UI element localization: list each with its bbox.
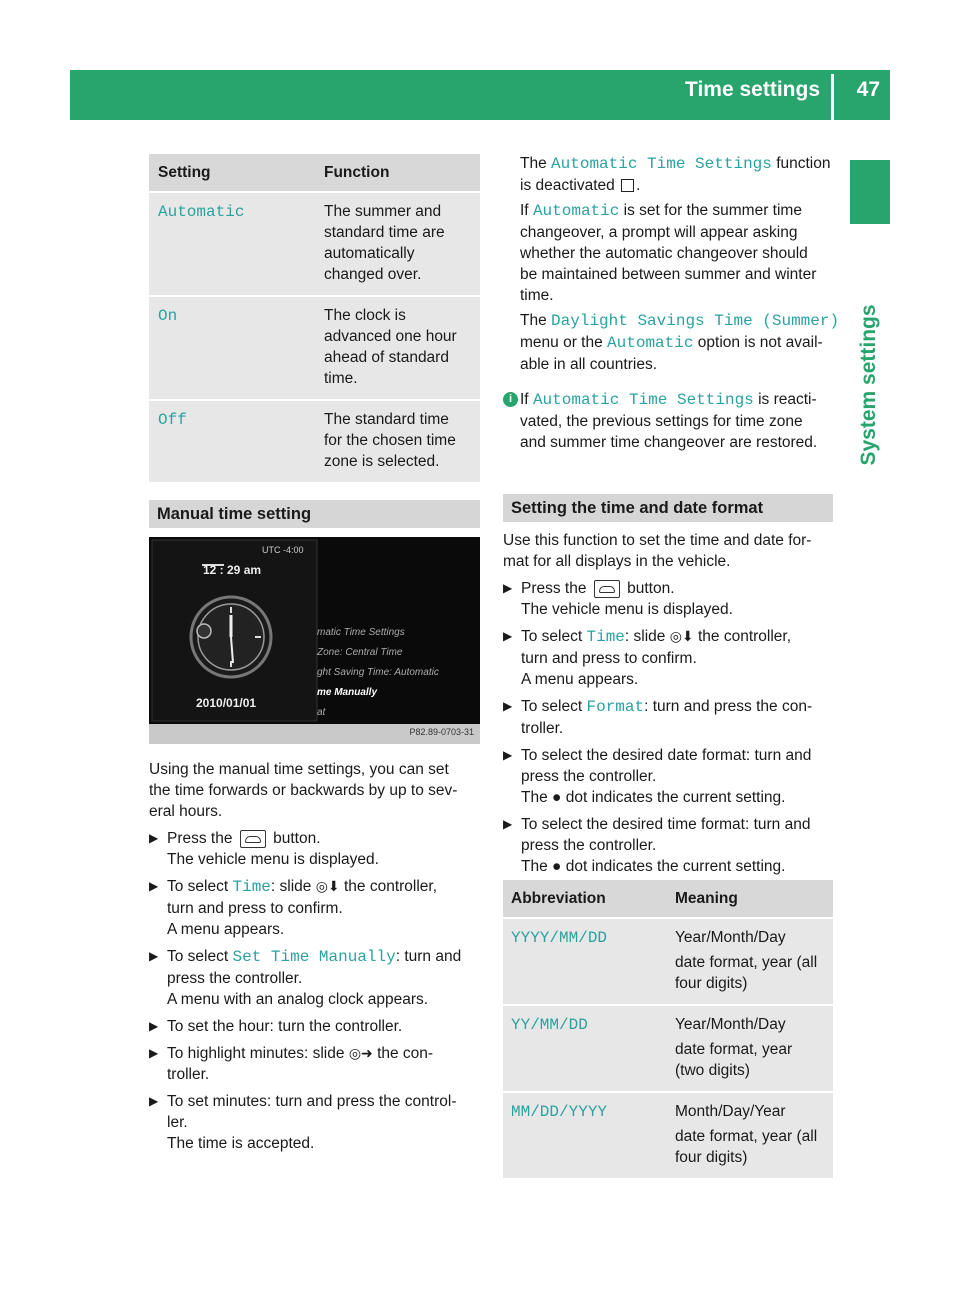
controller-slide-down-icon: ◎⬇ bbox=[669, 628, 694, 644]
menu-item-automatic-time-settings: Automatic Time Settings bbox=[532, 391, 754, 409]
step-result: A menu appears. bbox=[167, 921, 285, 938]
col-header-setting: Setting bbox=[149, 154, 316, 192]
note-text: If bbox=[520, 202, 529, 219]
step-arrow-icon: ▶ bbox=[149, 949, 159, 963]
meaning-text: date format, year bbox=[675, 1041, 793, 1058]
step-result: A menu appears. bbox=[521, 671, 639, 688]
setting-value: Off bbox=[158, 411, 187, 429]
function-line: The summer and bbox=[324, 203, 442, 220]
step-text: To select bbox=[167, 948, 229, 965]
step-text: turn and press to confirm. bbox=[167, 900, 343, 917]
step-arrow-icon: ▶ bbox=[503, 699, 513, 713]
function-line: zone is selected. bbox=[324, 453, 440, 470]
intro-line: Use this function to set the time and date for- bbox=[503, 532, 812, 549]
step bbox=[503, 745, 843, 808]
step-text: To set minutes: turn and press the control- bbox=[167, 1093, 457, 1110]
step bbox=[149, 828, 484, 870]
meaning-text: Month/Day/Year bbox=[675, 1103, 786, 1120]
step-result: The bbox=[521, 858, 548, 875]
step-text: button. bbox=[273, 830, 321, 847]
step-text: press the controller. bbox=[167, 970, 303, 987]
meaning-text: four digits) bbox=[675, 975, 748, 992]
screen-illustration bbox=[149, 537, 480, 744]
abbreviation-value: YY/MM/DD bbox=[511, 1016, 588, 1034]
header-title: Time settings bbox=[685, 78, 820, 101]
note-text: The bbox=[520, 312, 547, 329]
function-line: The clock is bbox=[324, 307, 406, 324]
step-arrow-icon: ▶ bbox=[503, 817, 513, 831]
step bbox=[503, 578, 843, 620]
step-result: dot indicates the current setting. bbox=[565, 858, 786, 875]
function-line: The standard time bbox=[324, 411, 449, 428]
note-text: is set for the summer time bbox=[623, 202, 802, 219]
step-result: The vehicle menu is displayed. bbox=[167, 851, 379, 868]
step-text: To select the desired time format: turn and bbox=[521, 816, 811, 833]
step-result: dot indicates the current setting. bbox=[565, 789, 786, 806]
step-text: the con- bbox=[377, 1045, 434, 1062]
step-text: the controller, bbox=[343, 878, 438, 895]
step-arrow-icon: ▶ bbox=[503, 581, 513, 595]
note-text: function bbox=[776, 155, 831, 172]
col-header-function: Function bbox=[316, 154, 480, 192]
menu-item-daylight-savings: Daylight Savings Time (Summer) bbox=[551, 312, 840, 330]
function-line: advanced one hour bbox=[324, 328, 457, 345]
note-text: changeover, a prompt will appear asking bbox=[520, 224, 798, 241]
note-text: menu or the bbox=[520, 334, 603, 351]
table-row bbox=[149, 192, 480, 296]
intro-line: eral hours. bbox=[149, 803, 223, 820]
step-text: To select bbox=[521, 628, 583, 645]
note-text: be maintained between summer and winter bbox=[520, 266, 817, 283]
step-text: To select bbox=[167, 878, 229, 895]
table-row bbox=[503, 1092, 833, 1178]
step bbox=[149, 1016, 484, 1037]
function-line: standard time are bbox=[324, 224, 445, 241]
step bbox=[149, 1091, 484, 1154]
note-text: able in all countries. bbox=[520, 356, 657, 373]
section-title-manual-time: Manual time setting bbox=[149, 500, 480, 528]
step-arrow-icon: ▶ bbox=[149, 1046, 159, 1060]
screen-menu-item: matic Time Settings bbox=[317, 627, 405, 638]
setting-value: Automatic bbox=[158, 203, 245, 221]
side-section-label: System settings bbox=[857, 304, 880, 466]
abbreviation-value: YYYY/MM/DD bbox=[511, 929, 608, 947]
info-text: is reacti- bbox=[758, 391, 817, 408]
function-line: changed over. bbox=[324, 266, 422, 283]
col-header-abbreviation: Abbreviation bbox=[503, 880, 667, 918]
controller-slide-right-icon: ◎➜ bbox=[348, 1045, 373, 1061]
step-text: button. bbox=[627, 580, 675, 597]
step bbox=[149, 1043, 484, 1085]
screen-time: 12 : 29 am bbox=[203, 563, 262, 577]
setting-function-table bbox=[149, 154, 480, 482]
menu-item-set-time-manually: Set Time Manually bbox=[232, 948, 396, 966]
step-text: : slide bbox=[624, 628, 666, 645]
screen-menu-item: at bbox=[317, 707, 326, 718]
vehicle-button-icon bbox=[240, 830, 266, 848]
utc-label: UTC -4:00 bbox=[262, 545, 304, 555]
step-text: : turn and bbox=[395, 948, 462, 965]
step-text: ler. bbox=[167, 1114, 188, 1131]
setting-value: On bbox=[158, 307, 178, 325]
step-text: Press the bbox=[521, 580, 587, 597]
info-icon: i bbox=[503, 392, 518, 407]
info-note bbox=[503, 389, 843, 453]
intro-line: Using the manual time settings, you can set bbox=[149, 761, 449, 778]
note-text: is deactivated bbox=[520, 177, 615, 194]
step-text: : turn and press the con- bbox=[644, 698, 813, 715]
function-line: automatically bbox=[324, 245, 415, 262]
step-text: troller. bbox=[167, 1066, 210, 1083]
step-text: press the controller. bbox=[521, 768, 657, 785]
step-arrow-icon: ▶ bbox=[503, 629, 513, 643]
figure-code: P82.89-0703-31 bbox=[409, 727, 474, 737]
col-header-meaning: Meaning bbox=[667, 880, 833, 918]
screen-menu-item: Zone: Central Time bbox=[317, 647, 403, 658]
step-arrow-icon: ▶ bbox=[149, 831, 159, 845]
info-text: vated, the previous settings for time zone bbox=[520, 413, 803, 430]
step bbox=[503, 814, 843, 877]
automatic-notes: The Automatic Time Settings function is deactivated . If Automatic is set for the summer time changeover, a prompt will appear asking whether the automatic changeover should be maintained between summer and winter time. The Daylight Savings Time (Summer) menu or the Automatic option is not avail- able in all countries. bbox=[520, 155, 840, 373]
menu-item-automatic: Automatic bbox=[607, 334, 694, 352]
table-row bbox=[503, 1005, 833, 1092]
step-text: To highlight minutes: slide bbox=[167, 1045, 345, 1062]
section-title-time-date-format: Setting the time and date format bbox=[503, 494, 833, 522]
header-divider bbox=[831, 74, 834, 120]
intro-line: mat for all displays in the vehicle. bbox=[503, 553, 731, 570]
intro-line: the time forwards or backwards by up to sev- bbox=[149, 782, 458, 799]
step-text: troller. bbox=[521, 720, 564, 737]
table-row bbox=[149, 296, 480, 400]
step-text: the controller, bbox=[697, 628, 792, 645]
note-text: time. bbox=[520, 287, 554, 304]
screen-date: 2010/01/01 bbox=[196, 696, 257, 710]
menu-item-time: Time bbox=[586, 628, 625, 646]
function-line: time. bbox=[324, 370, 358, 387]
note-text: option is not avail- bbox=[697, 334, 823, 351]
note-text: The bbox=[520, 155, 547, 172]
menu-item-automatic-time-settings: Automatic Time Settings bbox=[551, 155, 772, 173]
step bbox=[149, 946, 484, 1010]
abbreviation-value: MM/DD/YYYY bbox=[511, 1103, 608, 1121]
header-bar bbox=[70, 70, 890, 120]
format-body bbox=[503, 530, 843, 883]
function-line: for the chosen time bbox=[324, 432, 456, 449]
step-text: press the controller. bbox=[521, 837, 657, 854]
step-text: turn and press to confirm. bbox=[521, 650, 697, 667]
screen-menu bbox=[317, 623, 439, 723]
menu-item-automatic: Automatic bbox=[532, 202, 620, 220]
step bbox=[149, 876, 484, 940]
step-text: Press the bbox=[167, 830, 233, 847]
menu-item-format: Format bbox=[586, 698, 645, 716]
table-row bbox=[503, 918, 833, 1005]
step-result: A menu with an analog clock appears. bbox=[167, 991, 429, 1008]
meaning-text: date format, year (all bbox=[675, 1128, 818, 1145]
bullet-dot-icon: ● bbox=[552, 789, 562, 806]
function-line: ahead of standard bbox=[324, 349, 449, 366]
step-text: : slide bbox=[270, 878, 312, 895]
meaning-text: (two digits) bbox=[675, 1062, 750, 1079]
meaning-text: Year/Month/Day bbox=[675, 1016, 786, 1033]
step-arrow-icon: ▶ bbox=[149, 1019, 159, 1033]
step-result: The vehicle menu is displayed. bbox=[521, 601, 733, 618]
table-row bbox=[149, 400, 480, 482]
screen-menu-item: me Manually bbox=[317, 687, 378, 698]
screen-menu-item: ght Saving Time: Automatic bbox=[317, 667, 439, 678]
step-arrow-icon: ▶ bbox=[503, 748, 513, 762]
info-text: and summer time changeover are restored. bbox=[520, 434, 818, 451]
meaning-text: Year/Month/Day bbox=[675, 929, 786, 946]
vehicle-button-icon bbox=[594, 580, 620, 598]
step bbox=[503, 626, 843, 690]
step-text: To set the hour: turn the controller. bbox=[167, 1018, 403, 1035]
note-text: whether the automatic changeover should bbox=[520, 245, 808, 262]
checkbox-unchecked-icon bbox=[621, 179, 634, 192]
meaning-text: date format, year (all bbox=[675, 954, 818, 971]
manual-body bbox=[149, 759, 484, 1160]
abbreviation-meaning-table bbox=[503, 880, 833, 1178]
info-text: If bbox=[520, 391, 529, 408]
step-arrow-icon: ▶ bbox=[149, 1094, 159, 1108]
step-result: The time is accepted. bbox=[167, 1135, 315, 1152]
step-text: To select the desired date format: turn and bbox=[521, 747, 812, 764]
step-result: The bbox=[521, 789, 548, 806]
menu-item-time: Time bbox=[232, 878, 271, 896]
meaning-text: four digits) bbox=[675, 1149, 748, 1166]
page-number: 47 bbox=[856, 78, 880, 101]
step-arrow-icon: ▶ bbox=[149, 879, 159, 893]
side-tab bbox=[850, 160, 890, 224]
step-text: To select bbox=[521, 698, 583, 715]
step bbox=[503, 696, 843, 739]
controller-slide-down-icon: ◎⬇ bbox=[315, 878, 340, 894]
bullet-dot-icon: ● bbox=[552, 858, 562, 875]
